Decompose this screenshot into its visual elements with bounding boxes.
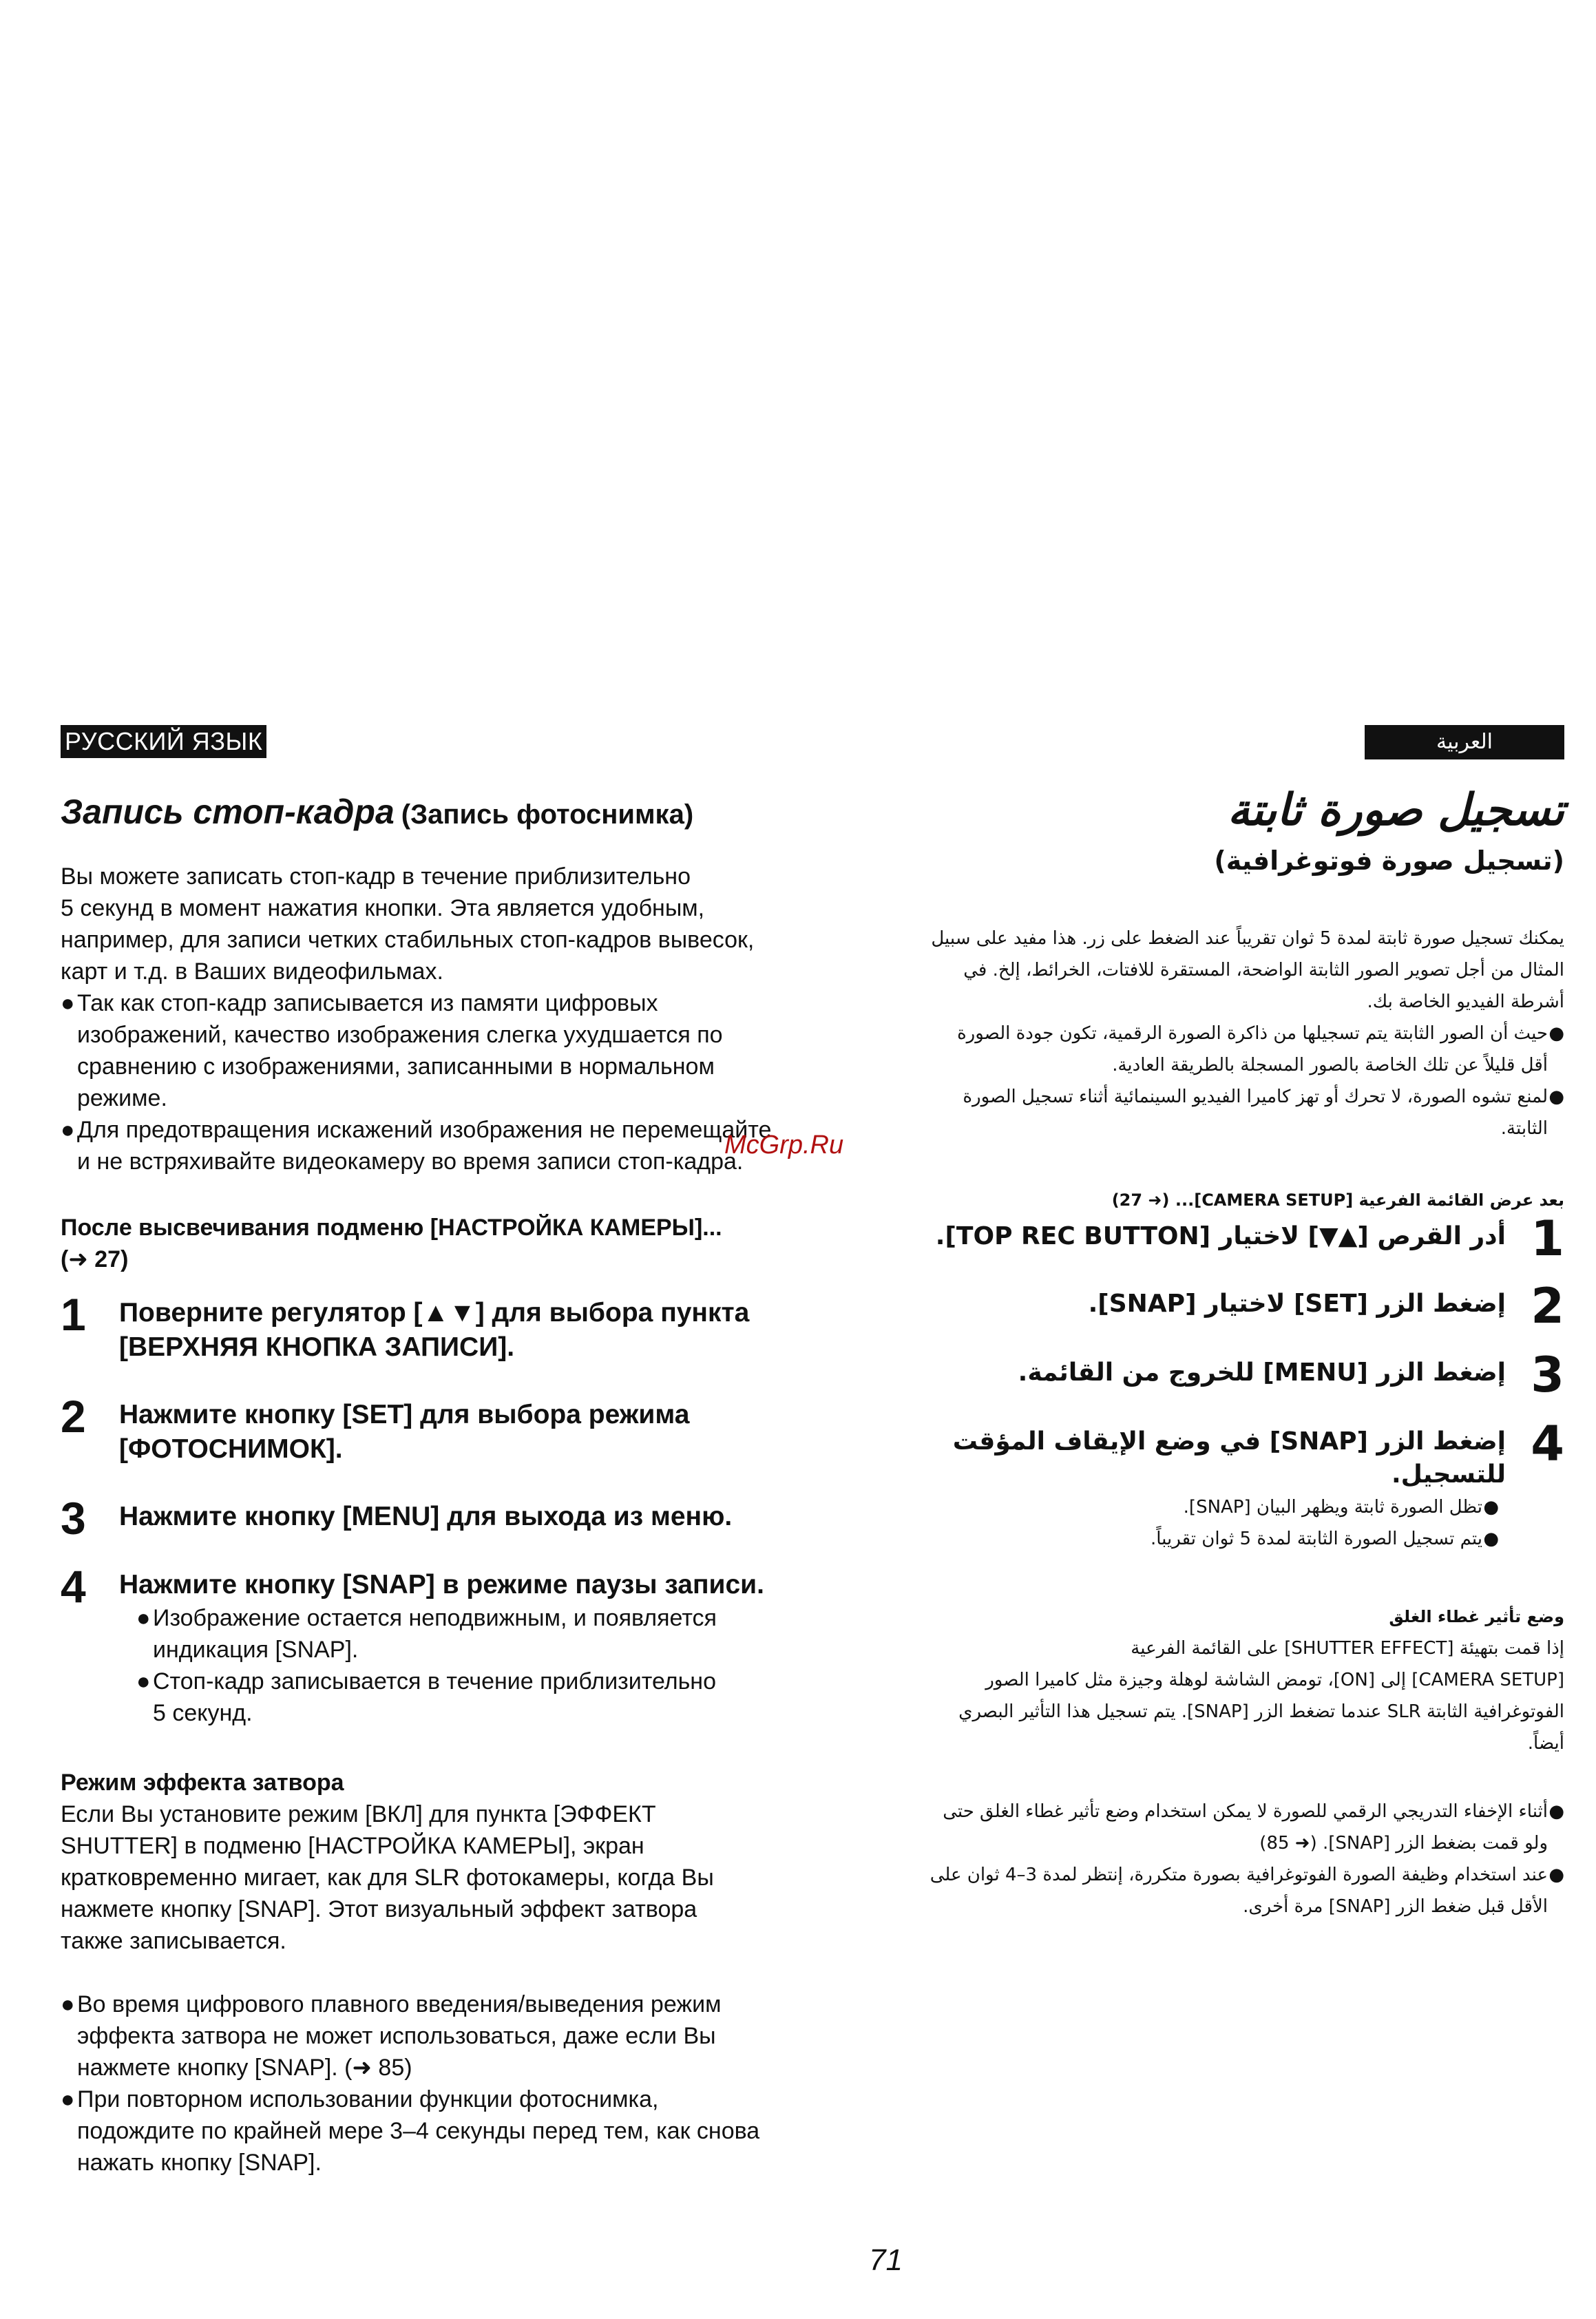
step-number: 4 — [61, 1561, 86, 1612]
note-item — [61, 1989, 863, 2084]
step-notes — [136, 1602, 880, 1729]
shutter-heading: Режим эффекта затвора — [61, 1770, 344, 1796]
page-number: 71 — [869, 2243, 903, 2277]
arabic-shutter-line: إذا قمت بتهيئة [SHUTTER EFFECT] على القائمة الفرعية — [1131, 1638, 1564, 1659]
note-line: сравнению с изображениями, записанными в нормальном — [77, 1053, 715, 1080]
step-line: Нажмите кнопку [SET] для выбора режима — [119, 1400, 690, 1429]
note-line: изображений, качество изображения слегка ухудшается по — [77, 1022, 723, 1048]
step-number: 2 — [61, 1391, 86, 1442]
step-number: 1 — [61, 1289, 86, 1340]
arabic-note — [876, 1491, 1499, 1523]
arabic-note-line: عند استخدام وظيفة الصورة الفوتوغرافية بصورة متكررة، إنتظر لمدة 3–4 ثوان على — [930, 1865, 1548, 1885]
shutter-line: SHUTTER] в подменю [НАСТРОЙКА КАМЕРЫ], экран — [61, 1833, 644, 1859]
arabic-note — [876, 1523, 1499, 1555]
notes-list — [61, 1989, 863, 2179]
arabic-step-3 — [876, 1347, 1564, 1403]
intro-line: например, для записи четких стабильных стоп-кадров вывесок, — [61, 927, 755, 953]
arabic-shutter-line: [CAMERA SETUP] إلى [ON]، تومض الشاشة لوهلة وجيزة مثل كاميرا الصور — [985, 1670, 1564, 1690]
note-line: Для предотвращения искажений изображения не перемещайте — [77, 1117, 772, 1143]
note-line: подождите по крайней мере 3–4 секунды перед тем, как снова — [77, 2118, 760, 2144]
shutter-line: нажмете кнопку [SNAP]. Этот визуальный эффект затвора — [61, 1896, 697, 1922]
arabic-note — [903, 1796, 1564, 1859]
arabic-shutter-line: أيضاً. — [1527, 1733, 1564, 1754]
arabic-shutter-line: الفوتوغرافية الثابتة SLR عندما تضغط الزر [SNAP]. يتم تسجيل هذا التأثير البصري — [958, 1701, 1564, 1722]
step-line: [ФОТОСНИМОК]. — [119, 1434, 343, 1464]
step-line: أدر القرص [▲▼] لاختيار [TOP REC BUTTON]. — [935, 1222, 1506, 1250]
bullet-icon: ● — [1483, 1529, 1499, 1549]
intro-line: карт и т.д. в Ваших видеофильмах. — [61, 958, 443, 985]
note-line: нажмете кнопку [SNAP]. (➜ 85) — [77, 2055, 412, 2081]
arabic-note-line: أقل قليلاً عن تلك الخاصة بالصور المسجلة بالطريقة العادية. — [1112, 1055, 1548, 1075]
arabic-menu-instruction: بعد عرض القائمة الفرعية [CAMERA SETUP]... (➜ 27) — [1111, 1190, 1564, 1210]
step-number: 1 — [1531, 1210, 1564, 1267]
step-line: [ВЕРХНЯЯ КНОПКА ЗАПИСИ]. — [119, 1332, 515, 1362]
bullet-icon: ● — [1483, 1497, 1499, 1518]
arabic-subtitle: (تسجيل صورة فوتوغرافية) — [1214, 846, 1564, 876]
note-line: эффекта затвора не может использоваться, даже если Вы — [77, 2023, 716, 2049]
step-number: 2 — [1531, 1278, 1564, 1334]
shutter-line: кратковременно мигает, как для SLR фотокамеры, когда Вы — [61, 1865, 714, 1891]
note-item — [136, 1666, 880, 1729]
note-line: Так как стоп-кадр записывается из памяти цифровых — [77, 990, 658, 1016]
arabic-note — [903, 1018, 1564, 1081]
menu-instruction — [61, 1212, 863, 1275]
step-1 — [61, 1289, 880, 1365]
arabic-note-line: لمنع تشوه الصورة، لا تحرك أو تهز كاميرا الفيديو السينمائية أثناء تسجيل الصورة — [963, 1087, 1548, 1107]
bullet-icon: ● — [61, 2086, 75, 2112]
arabic-shutter-heading: وضع تأثير غطاء الغلق — [1389, 1607, 1564, 1626]
arabic-intro — [903, 923, 1564, 1144]
step-3 — [61, 1493, 880, 1544]
bullet-icon: ● — [136, 1605, 151, 1631]
step-number: 4 — [1531, 1416, 1564, 1472]
menu-instruction-ref: (➜ 27) — [61, 1246, 129, 1272]
arabic-shutter-section — [903, 1601, 1564, 1759]
intro-line: Вы можете записать стоп-кадр в течение приблизительно — [61, 863, 691, 890]
arabic-step-1 — [876, 1210, 1564, 1267]
bullet-icon: ● — [136, 1668, 151, 1694]
arabic-note — [903, 1859, 1564, 1922]
note-item — [136, 1602, 880, 1666]
note-line: Изображение остается неподвижным, и появляется — [153, 1605, 717, 1631]
note-line: нажать кнопку [SNAP]. — [77, 2150, 322, 2176]
bullet-icon: ● — [61, 990, 75, 1016]
title-main: Запись стоп-кадра — [61, 793, 395, 831]
note-line: При повторном использовании функции фотоснимка, — [77, 2086, 659, 2112]
bullet-icon: ● — [1548, 1087, 1564, 1107]
arabic-step-2 — [876, 1278, 1564, 1334]
arabic-intro-line: يمكنك تسجيل صورة ثابتة لمدة 5 ثوان تقريباً عند الضغط على زر. هذا مفيد على سبيل — [931, 928, 1564, 949]
arabic-note-line: تظل الصورة ثابتة ويظهر البيان [SNAP]. — [1183, 1497, 1482, 1518]
note-item — [61, 2084, 863, 2179]
note-line: и не встряхивайте видеокамеру во время записи стоп-кадра. — [77, 1148, 744, 1175]
arabic-intro-line: أشرطة الفيديو الخاصة بك. — [1367, 991, 1564, 1012]
step-line: للتسجيل. — [1392, 1460, 1506, 1489]
shutter-section — [61, 1767, 863, 1957]
note-line: Во время цифрового плавного введения/выведения режим — [77, 1991, 722, 2017]
shutter-line: также записывается. — [61, 1928, 286, 1954]
note-line: режиме. — [77, 1085, 167, 1111]
intro-paragraph — [61, 861, 863, 987]
page-title — [61, 792, 693, 832]
bullet-icon: ● — [1548, 1865, 1564, 1885]
shutter-line: Если Вы установите режим [ВКЛ] для пункта [ЭФФЕКТ — [61, 1801, 656, 1827]
bullet-icon: ● — [61, 1991, 75, 2017]
note-item — [61, 987, 863, 1114]
note-line: 5 секунд. — [153, 1700, 253, 1726]
menu-instruction-line: После высвечивания подменю [НАСТРОЙКА КАМЕРЫ]... — [61, 1215, 722, 1241]
arabic-title: تسجيل صورة ثابتة — [1227, 785, 1564, 836]
note-line: индикация [SNAP]. — [153, 1637, 359, 1663]
step-line: Поверните регулятор [▲▼] для выбора пункта — [119, 1298, 750, 1328]
bullet-icon: ● — [61, 1117, 75, 1143]
language-badge-russian: РУССКИЙ ЯЗЫК — [61, 725, 266, 758]
language-badge-arabic: العربية — [1365, 725, 1564, 759]
title-subtitle: (Запись фотоснимка) — [401, 799, 694, 830]
arabic-note-line: يتم تسجيل الصورة الثابتة لمدة 5 ثوان تقريباً. — [1151, 1529, 1482, 1549]
arabic-note-line: الثابتة. — [1500, 1118, 1548, 1139]
step-line: إضغط الزر [SNAP] في وضع الإيقاف المؤقت — [952, 1427, 1506, 1456]
bullet-icon: ● — [1548, 1023, 1564, 1044]
step-line: Нажмите кнопку [MENU] для выхода из меню. — [119, 1502, 733, 1531]
arabic-note — [903, 1081, 1564, 1144]
step-number: 3 — [1531, 1347, 1564, 1403]
note-line: Стоп-кадр записывается в течение приблизительно — [153, 1668, 716, 1694]
arabic-note-line: الأقل قبل ضغط الزر [SNAP] مرة أخرى. — [1243, 1896, 1548, 1917]
arabic-step-notes — [876, 1491, 1499, 1555]
step-4 — [61, 1561, 880, 1729]
step-line: Нажмите кнопку [SNAP] в режиме паузы записи. — [119, 1570, 764, 1599]
arabic-note-line: حيث أن الصور الثابتة يتم تسجيلها من ذاكرة الصورة الرقمية، تكون جودة الصورة — [957, 1023, 1548, 1044]
arabic-notes-list — [903, 1796, 1564, 1922]
step-line: إضغط الزر [MENU] للخروج من القائمة. — [1018, 1358, 1506, 1387]
step-number: 3 — [61, 1493, 86, 1544]
bullet-icon: ● — [1548, 1801, 1564, 1822]
watermark: McGrp.Ru — [724, 1131, 844, 1160]
arabic-note-line: أثناء الإخفاء التدريجي الرقمي للصورة لا يمكن استخدام وضع تأثير غطاء الغلق حتى — [943, 1801, 1548, 1822]
intro-line: 5 секунд в момент нажатия кнопки. Эта является удобным, — [61, 895, 705, 921]
arabic-step-4 — [876, 1416, 1564, 1555]
step-2 — [61, 1391, 880, 1467]
step-line: إضغط الزر [SET] لاختيار [SNAP]. — [1088, 1290, 1506, 1318]
arabic-intro-line: المثال من أجل تصوير الصور الثابتة الواضحة، المستقرة للافتات، الخرائط، إلخ. في — [963, 960, 1564, 980]
arabic-note-line: ولو قمت بضغط الزر [SNAP]. (➜ 85) — [1259, 1833, 1548, 1854]
